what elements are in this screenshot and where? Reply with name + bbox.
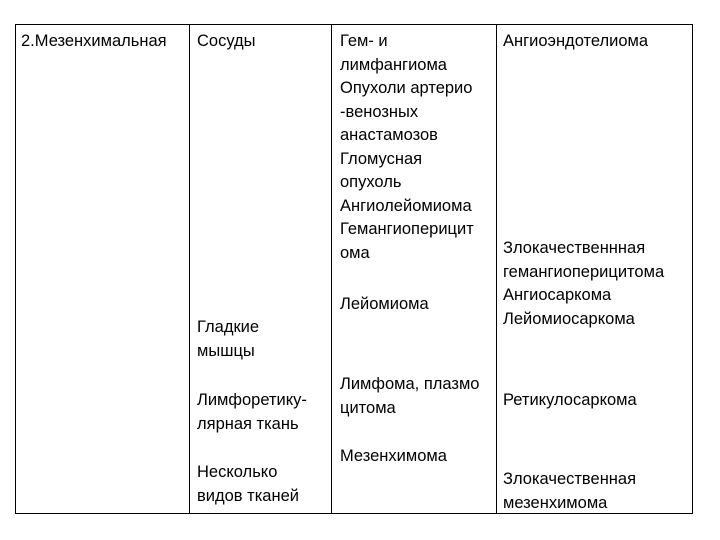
malignant-mesenchymoma: Злокачественная мезенхимома bbox=[503, 470, 637, 512]
tissue-vessels: Сосуды bbox=[197, 32, 256, 50]
malignant-reticulosarcoma: Ретикулосаркома bbox=[503, 391, 637, 409]
tissue-smooth-muscle: Гладкие мышцы bbox=[197, 318, 260, 360]
benign-leiomyoma: Лейомиома bbox=[340, 295, 429, 313]
benign-mesenchymoma: Мезенхимома bbox=[340, 447, 447, 465]
tissue-lymphoreticular: Лимфоретику- лярная ткань bbox=[197, 391, 307, 433]
column-divider-2 bbox=[331, 24, 332, 514]
column-divider-1 bbox=[189, 24, 190, 514]
malignant-angioendothelioma: Ангиоэндотелиома bbox=[503, 32, 649, 50]
malignant-vascular-muscle-tumors: Злокачественнная гемангиоперицитома Ангиосаркома Лейомиосаркома bbox=[503, 239, 665, 328]
lymphoma-plasmacytoma: Лимфома, плазмо цитома bbox=[340, 375, 480, 417]
tissue-category: 2.Мезенхимальная bbox=[21, 32, 167, 50]
tissue-several: Несколько видов тканей bbox=[197, 463, 299, 505]
column-divider-3 bbox=[496, 24, 497, 514]
benign-vascular-tumors: Гем- и лимфангиома Опухоли артерио -венозных анастамозов Гломусная опухоль Ангиолейомиома Гемангиоперицит ома bbox=[340, 32, 474, 262]
